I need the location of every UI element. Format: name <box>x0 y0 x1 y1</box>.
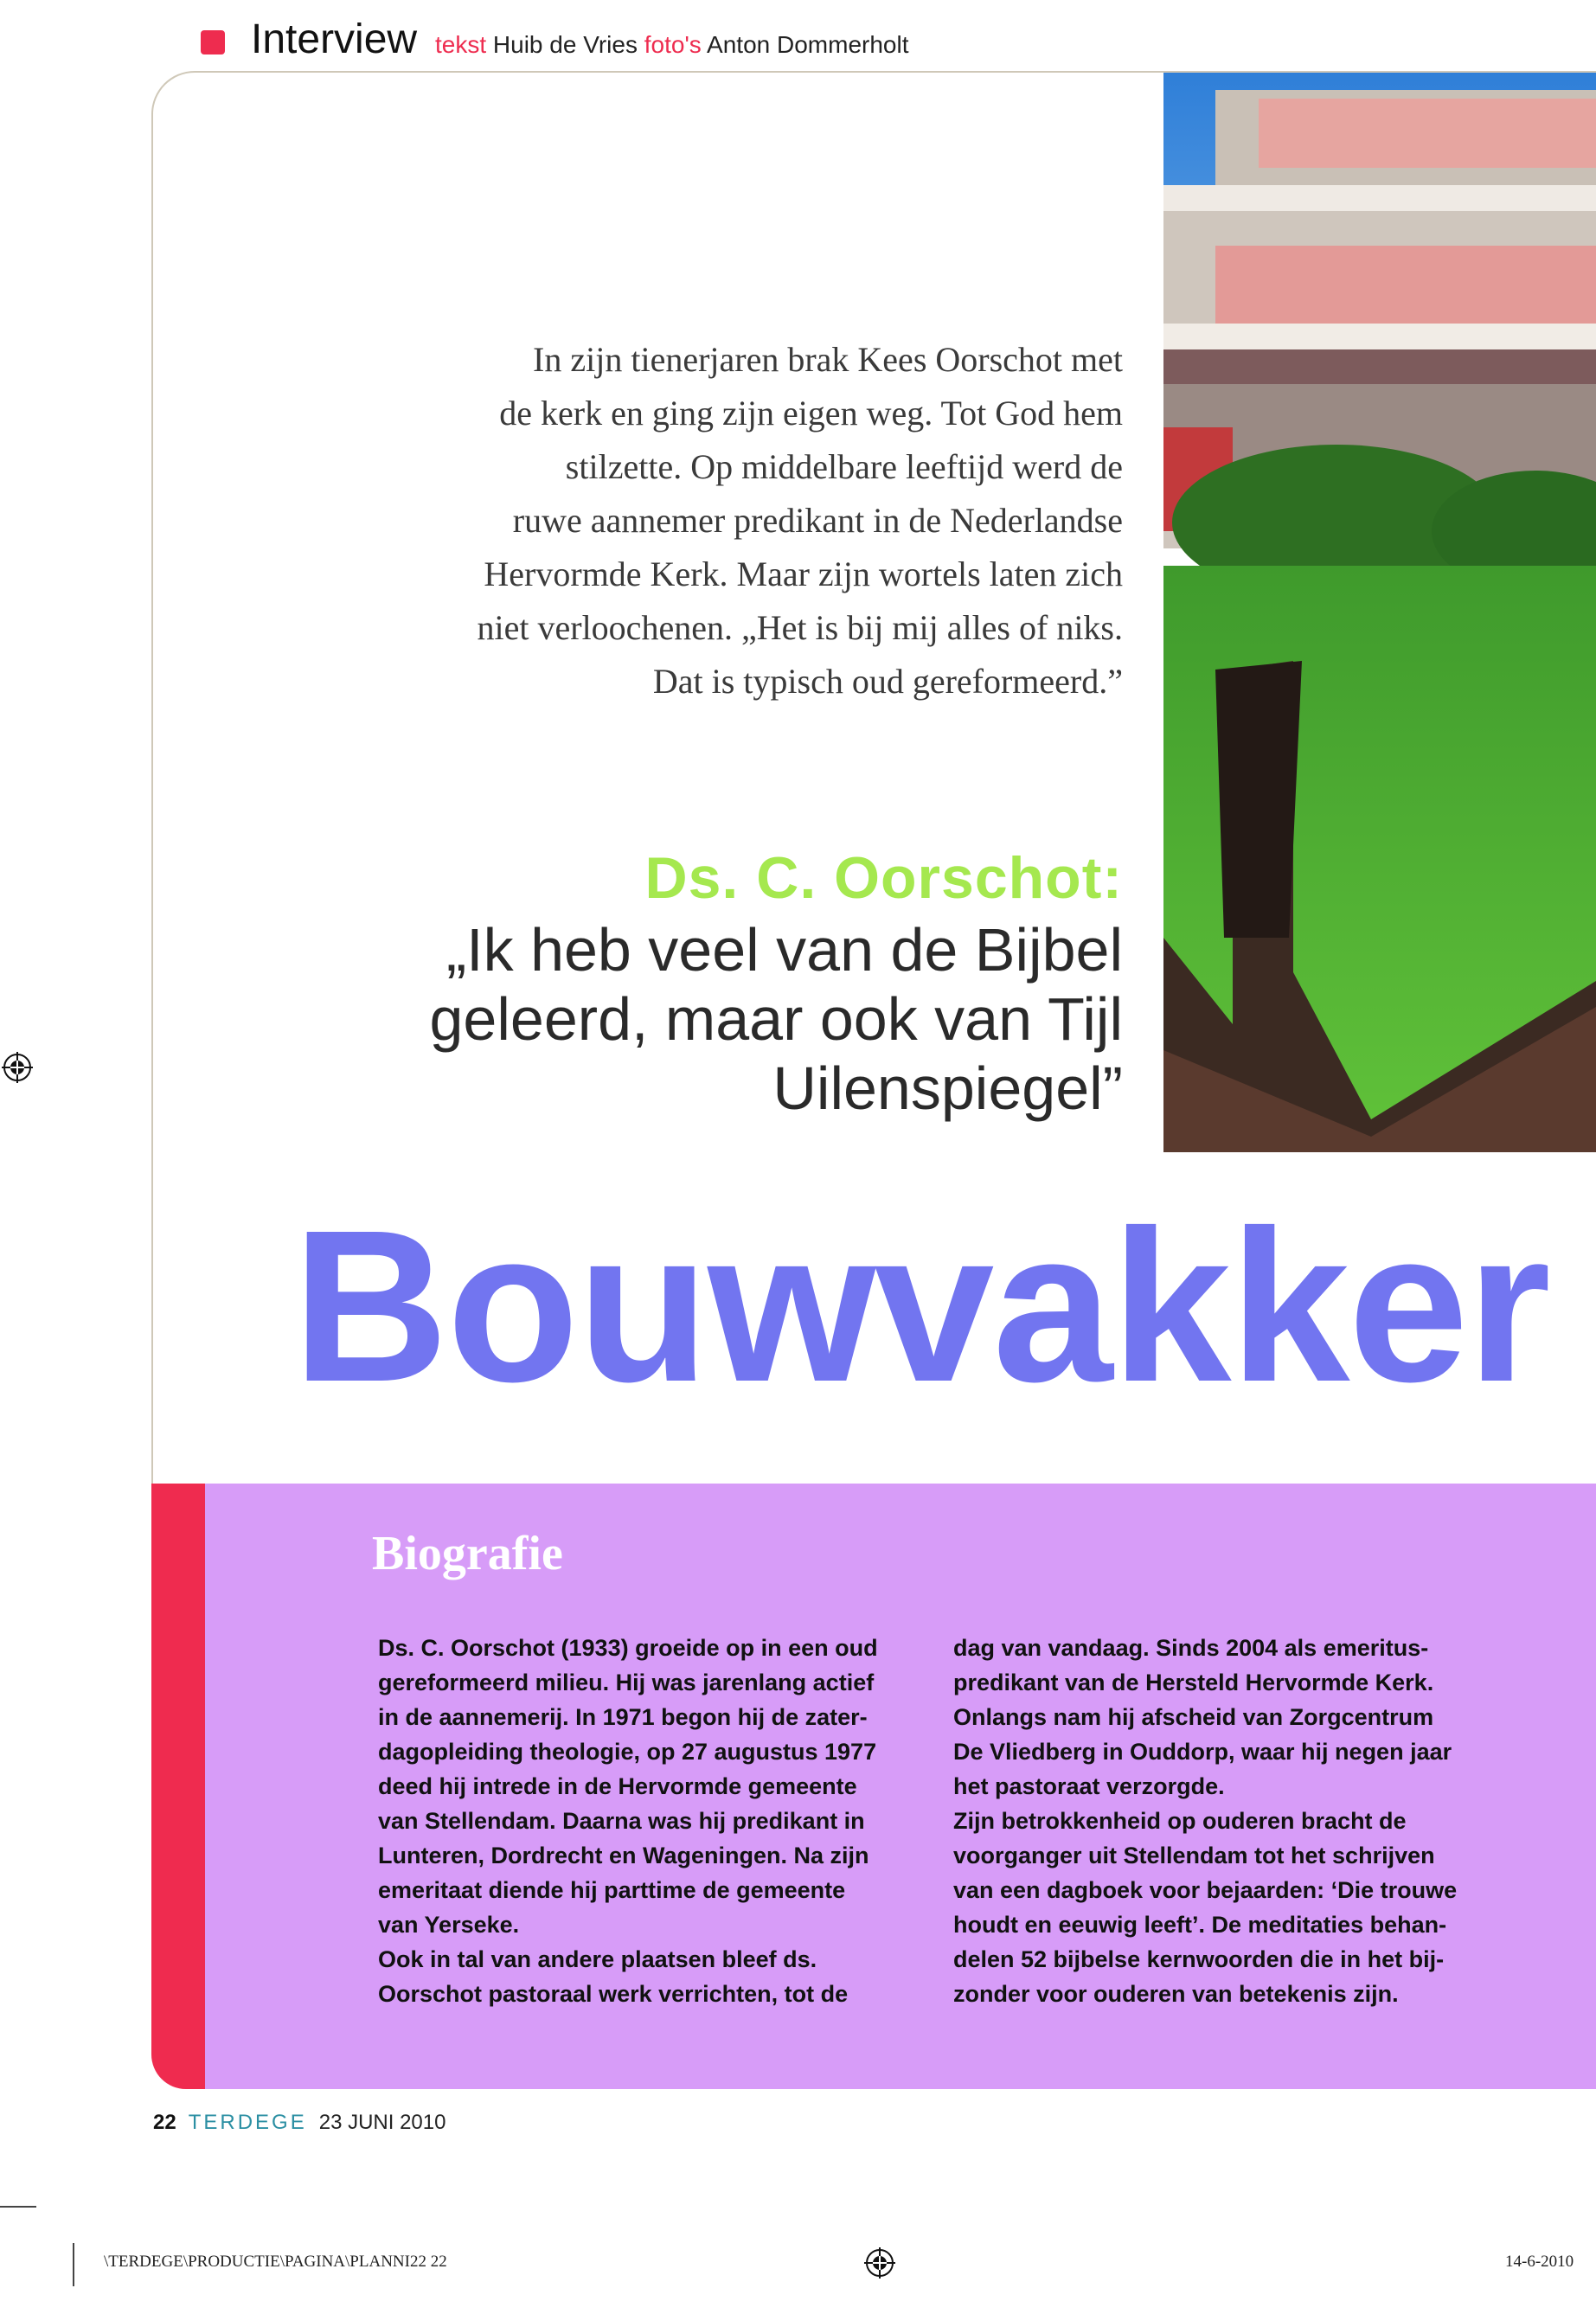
biography-accent-bar <box>151 1484 205 2089</box>
article-photo <box>1163 73 1596 1152</box>
biography-column-1: Ds. C. Oorschot (1933) groeide op in een oud gereformeerd milieu. Hij was jarenlang actief in de aannemerij. In 1971 begon hij de zater- dagopleiding theologie, op 27 augustus 1977 deed hij intrede in de Hervormde gemeente van Stellendam. Daarna was hij predikant in Lunteren, Dordrecht en Wageningen. Na zijn emeritaat diende hij parttime de gemeente van Yerseke. Ook in tal van andere plaatsen bleef ds. Oorschot pastoraal werk verrichten, tot de <box>378 1635 878 2007</box>
subject-name: Ds. C. Oorschot: <box>644 845 1123 911</box>
intro-paragraph <box>407 333 1123 708</box>
intro-line: stilzette. Op middelbare leeftijd werd de <box>565 447 1123 486</box>
photographer: Anton Dommerholt <box>707 31 909 58</box>
crop-mark <box>73 2243 74 2286</box>
biography-heading: Biografie <box>372 1527 563 1580</box>
registration-mark-icon <box>2 1052 33 1083</box>
issue-date: 23 JUNI 2010 <box>318 2111 446 2134</box>
intro-line: Dat is typisch oud gereformeerd.” <box>652 662 1123 701</box>
intro-line: In zijn tienerjaren brak Kees Oorschot met <box>533 340 1123 379</box>
intro-line: niet verloochenen. „Het is bij mij alles of niks. <box>477 608 1123 647</box>
magazine-name: TERDEGE <box>188 2111 307 2134</box>
author: Huib de Vries <box>492 31 638 58</box>
section-label: Interview <box>251 16 418 62</box>
slug-date: 14-6-2010 <box>1505 2253 1574 2271</box>
intro-line: Hervormde Kerk. Maar zijn wortels laten zich <box>484 554 1123 593</box>
section-marker <box>201 30 225 54</box>
article-title: Bouwvakker <box>292 1185 1549 1426</box>
text-label: tekst <box>435 31 487 58</box>
quote-line: geleerd, maar ook van Tijl <box>429 985 1123 1053</box>
quote-line: Uilenspiegel” <box>772 1054 1123 1122</box>
photo-label: foto's <box>644 31 702 58</box>
slug-path: \TERDEGE\PRODUCTIE\PAGINA\PLANNI22 22 <box>104 2253 447 2271</box>
credits <box>435 28 908 62</box>
pull-quote <box>381 915 1123 1123</box>
crop-mark <box>0 2206 36 2208</box>
photo-building-anchor-icon <box>1163 73 1596 1152</box>
page-number: 22 <box>153 2111 176 2134</box>
intro-line: de kerk en ging zijn eigen weg. Tot God hem <box>499 394 1123 433</box>
quote-line: „Ik heb veel van de Bijbel <box>445 916 1123 984</box>
registration-mark-icon <box>864 2247 895 2279</box>
folio <box>153 2107 445 2138</box>
biography-column-2: dag van vandaag. Sinds 2004 als emeritus- predikant van de Hersteld Hervormde Kerk. Onlangs nam hij afscheid van Zorgcentrum De Vliedberg in Ouddorp, waar hij negen jaar het pastoraat verzorgde. Zijn betrokkenheid op ouderen bracht de voorganger uit Stellendam tot het schrijven van een dagboek voor bejaarden: ‘Die trouwe houdt en eeuwig leeft’. De meditaties behan- delen 52 bijbelse kernwoorden die in het bij- zonder voor ouderen van betekenis zijn. <box>953 1635 1458 2007</box>
intro-line: ruwe aannemer predikant in de Nederlandse <box>512 501 1123 540</box>
